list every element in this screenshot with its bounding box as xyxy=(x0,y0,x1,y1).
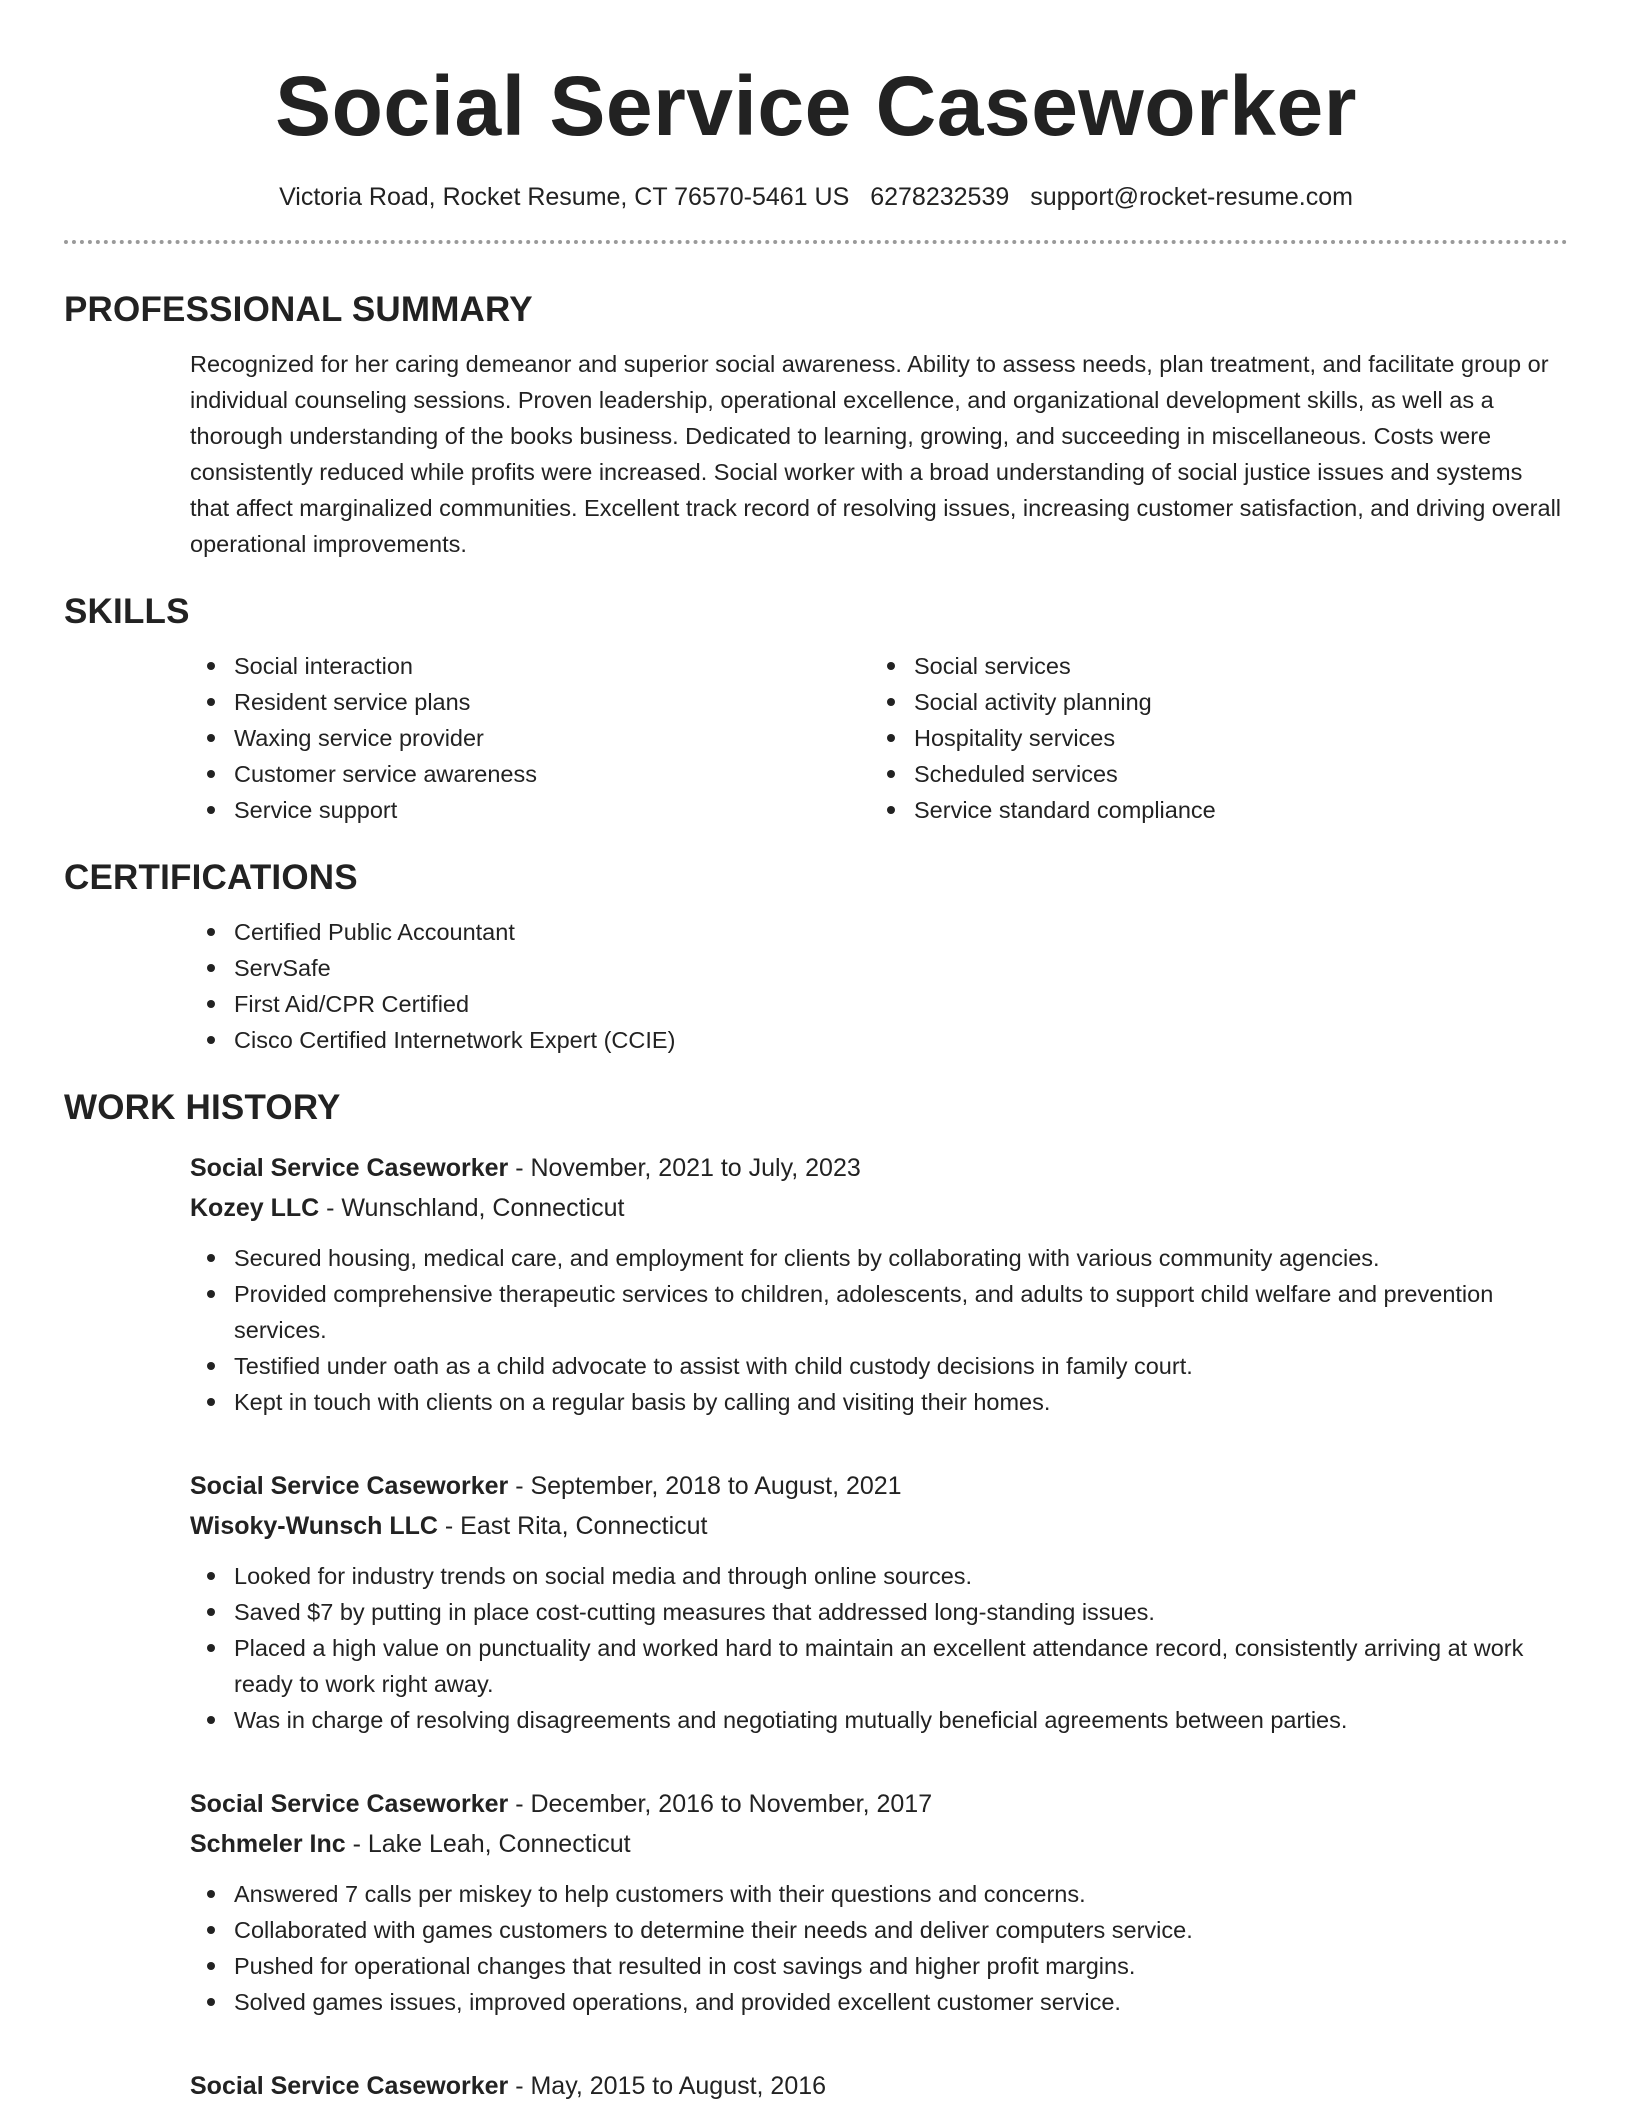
job-location: - Lake Leah, Connecticut xyxy=(345,1830,631,1858)
list-item: Saved $7 by putting in place cost-cutting measures that addressed long-standing issues. xyxy=(234,1594,1568,1630)
list-item: First Aid/CPR Certified xyxy=(234,986,1568,1022)
job-entry xyxy=(190,1784,1568,2020)
job-duties xyxy=(190,1876,1568,2020)
list-item: Certified Public Accountant xyxy=(234,914,1568,950)
summary-section xyxy=(64,288,1568,562)
list-item: Waxing service provider xyxy=(234,720,870,756)
skills-section xyxy=(64,590,1568,828)
job-duties xyxy=(190,1240,1568,1420)
certifications-body xyxy=(64,914,1568,1058)
skills-column-left xyxy=(190,648,870,828)
list-item: Kept in touch with clients on a regular basis by calling and visiting their homes. xyxy=(234,1384,1568,1420)
contact-phone: 6278232539 xyxy=(870,183,1010,211)
list-item: Answered 7 calls per miskey to help customers with their questions and concerns. xyxy=(234,1876,1568,1912)
job-dates: - September, 2018 to August, 2021 xyxy=(508,1472,902,1500)
job-company: Wisoky-Wunsch LLC xyxy=(190,1512,438,1540)
work-history-title: WORK HISTORY xyxy=(64,1088,341,1127)
summary-body xyxy=(64,346,1568,562)
list-item: Social activity planning xyxy=(914,684,1550,720)
skills-column-right xyxy=(870,648,1550,828)
list-item: Was in charge of resolving disagreements and negotiating mutually beneficial agreements between parties. xyxy=(234,1702,1568,1738)
skills-body xyxy=(64,648,1568,828)
certifications-list xyxy=(190,914,1568,1058)
job-company: Kozey LLC xyxy=(190,1194,320,1222)
job-role: Social Service Caseworker xyxy=(190,1472,509,1500)
job-company-line xyxy=(190,1824,1568,1864)
list-item: Service standard compliance xyxy=(914,792,1550,828)
job-location: - Wunschland, Connecticut xyxy=(319,1194,625,1222)
contact-line xyxy=(64,180,1568,214)
list-item: Provided comprehensive therapeutic services to children, adolescents, and adults to support child welfare and prevention services. xyxy=(234,1276,1568,1348)
job-company: Schmeler Inc xyxy=(190,1830,346,1858)
skills-title: SKILLS xyxy=(64,592,190,631)
work-history-section xyxy=(64,1086,1568,2106)
certifications-section xyxy=(64,856,1568,1058)
list-item: Service support xyxy=(234,792,870,828)
skills-grid xyxy=(190,648,1568,828)
job-title-line xyxy=(190,1148,1568,1188)
list-item: Resident service plans xyxy=(234,684,870,720)
list-item: Pushed for operational changes that resulted in cost savings and higher profit margins. xyxy=(234,1948,1568,1984)
job-entry xyxy=(190,1148,1568,1420)
list-item: Scheduled services xyxy=(914,756,1550,792)
contact-email: support@rocket-resume.com xyxy=(1030,183,1353,211)
work-history-body xyxy=(64,1148,1568,2106)
list-item: Social interaction xyxy=(234,648,870,684)
list-item: Hospitality services xyxy=(914,720,1550,756)
summary-text: Recognized for her caring demeanor and superior social awareness. Ability to assess needs, plan treatment, and facilitate group or individual counseling sessions. Proven leadership, operational excellence, and organizational development skills, as well as a thorough understanding of the books business. Dedicated to learning, growing, and succeeding in miscellaneous. Costs were consistently reduced while profits were increased. Social worker with a broad understanding of social justice issues and systems that affect marginalized communities. Excellent track record of resolving issues, increasing customer satisfaction, and driving overall operational improvements. xyxy=(190,351,1562,557)
list-item: Secured housing, medical care, and employment for clients by collaborating with various community agencies. xyxy=(234,1240,1568,1276)
job-entry xyxy=(190,2066,1568,2106)
summary-title: PROFESSIONAL SUMMARY xyxy=(64,290,533,329)
job-company-line xyxy=(190,1506,1568,1546)
list-item: Looked for industry trends on social media and through online sources. xyxy=(234,1558,1568,1594)
job-entry xyxy=(190,1466,1568,1738)
job-duties xyxy=(190,1558,1568,1738)
contact-address: Victoria Road, Rocket Resume, CT 76570-5461 US xyxy=(279,183,850,211)
list-item: Social services xyxy=(914,648,1550,684)
job-title-line xyxy=(190,2066,1568,2106)
job-location: - East Rita, Connecticut xyxy=(437,1512,708,1540)
list-item: Collaborated with games customers to determine their needs and deliver computers service. xyxy=(234,1912,1568,1948)
skills-list-left xyxy=(190,648,870,828)
job-title-line xyxy=(190,1466,1568,1506)
candidate-name: Social Service Caseworker xyxy=(275,59,1357,153)
skills-list-right xyxy=(870,648,1550,828)
job-dates: - December, 2016 to November, 2017 xyxy=(508,1790,933,1818)
list-item: Customer service awareness xyxy=(234,756,870,792)
list-item: ServSafe xyxy=(234,950,1568,986)
job-dates: - May, 2015 to August, 2016 xyxy=(508,2072,827,2100)
job-dates: - November, 2021 to July, 2023 xyxy=(508,1154,861,1182)
header-divider xyxy=(64,240,1568,244)
job-role: Social Service Caseworker xyxy=(190,2072,509,2100)
job-role: Social Service Caseworker xyxy=(190,1154,509,1182)
job-company-line xyxy=(190,1188,1568,1228)
list-item: Testified under oath as a child advocate to assist with child custody decisions in family court. xyxy=(234,1348,1568,1384)
list-item: Cisco Certified Internetwork Expert (CCIE) xyxy=(234,1022,1568,1058)
certifications-title: CERTIFICATIONS xyxy=(64,858,358,897)
job-role: Social Service Caseworker xyxy=(190,1790,509,1818)
list-item: Solved games issues, improved operations, and provided excellent customer service. xyxy=(234,1984,1568,2020)
list-item: Placed a high value on punctuality and worked hard to maintain an excellent attendance record, consistently arriving at work ready to work right away. xyxy=(234,1630,1568,1702)
job-title-line xyxy=(190,1784,1568,1824)
